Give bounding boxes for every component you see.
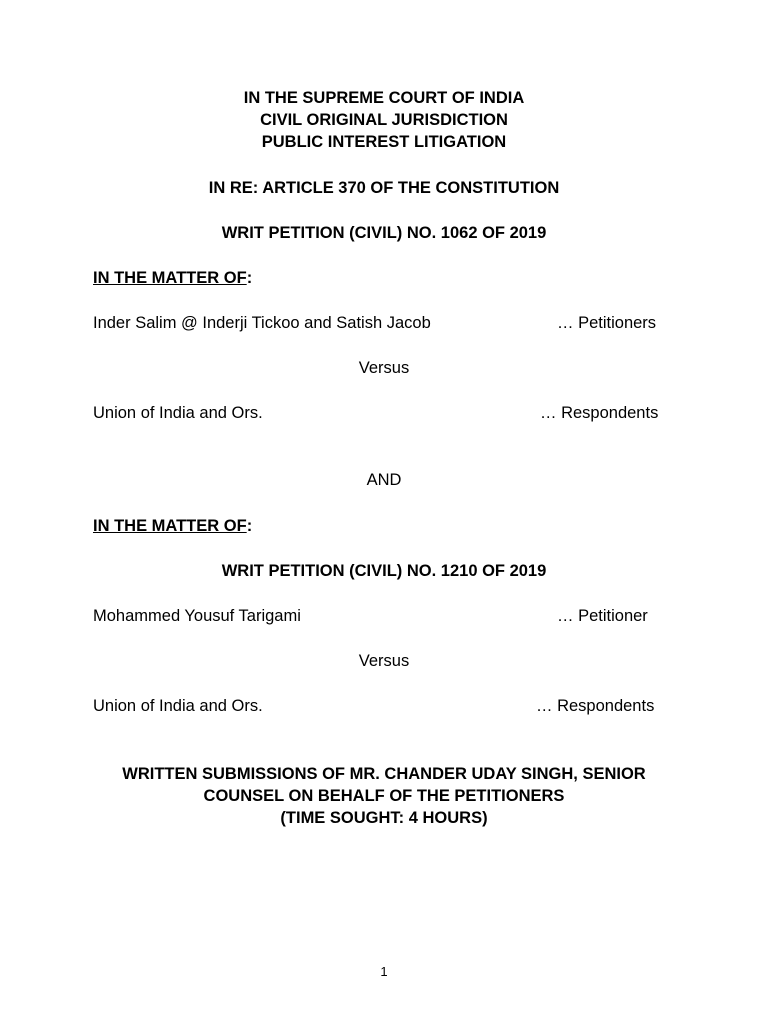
in-re-title: IN RE: ARTICLE 370 OF THE CONSTITUTION	[208, 179, 560, 197]
submission-title-line-1: WRITTEN SUBMISSIONS OF MR. CHANDER UDAY SINGH, SENIOR	[122, 765, 646, 783]
matter-heading-1-text: IN THE MATTER OF	[93, 269, 247, 287]
matter-heading-1	[93, 267, 252, 289]
writ-petition-2-title: WRIT PETITION (CIVIL) NO. 1210 OF 2019	[221, 562, 547, 580]
petitioner-role-2: … Petitioner	[557, 607, 648, 625]
submission-title-line-3: (TIME SOUGHT: 4 HOURS)	[280, 809, 488, 827]
petitioner-names-1: Inder Salim @ Inderji Tickoo and Satish Jacob	[93, 314, 431, 332]
respondent-role-2: … Respondents	[536, 697, 655, 715]
writ-petition-1-title: WRIT PETITION (CIVIL) NO. 1062 OF 2019	[221, 224, 547, 242]
respondent-role-1: … Respondents	[540, 404, 659, 422]
versus-1: Versus	[358, 359, 410, 377]
and-conjunction: AND	[366, 471, 402, 489]
page-number: 1	[380, 964, 388, 979]
submission-title-line-2: COUNSEL ON BEHALF OF THE PETITIONERS	[203, 787, 565, 805]
matter-heading-2-text: IN THE MATTER OF	[93, 517, 247, 535]
court-title: IN THE SUPREME COURT OF INDIA	[243, 89, 525, 107]
petitioner-role-1: … Petitioners	[557, 314, 657, 332]
respondent-names-1: Union of India and Ors.	[93, 404, 263, 422]
jurisdiction-title: CIVIL ORIGINAL JURISDICTION	[260, 111, 508, 129]
petitioner-names-2: Mohammed Yousuf Tarigami	[93, 607, 301, 625]
respondent-names-2: Union of India and Ors.	[93, 697, 263, 715]
matter-heading-1-colon: :	[246, 269, 253, 287]
litigation-type-title: PUBLIC INTEREST LITIGATION	[261, 133, 507, 151]
versus-2: Versus	[358, 652, 410, 670]
matter-heading-2-colon: :	[246, 517, 253, 535]
matter-heading-2	[93, 515, 252, 537]
